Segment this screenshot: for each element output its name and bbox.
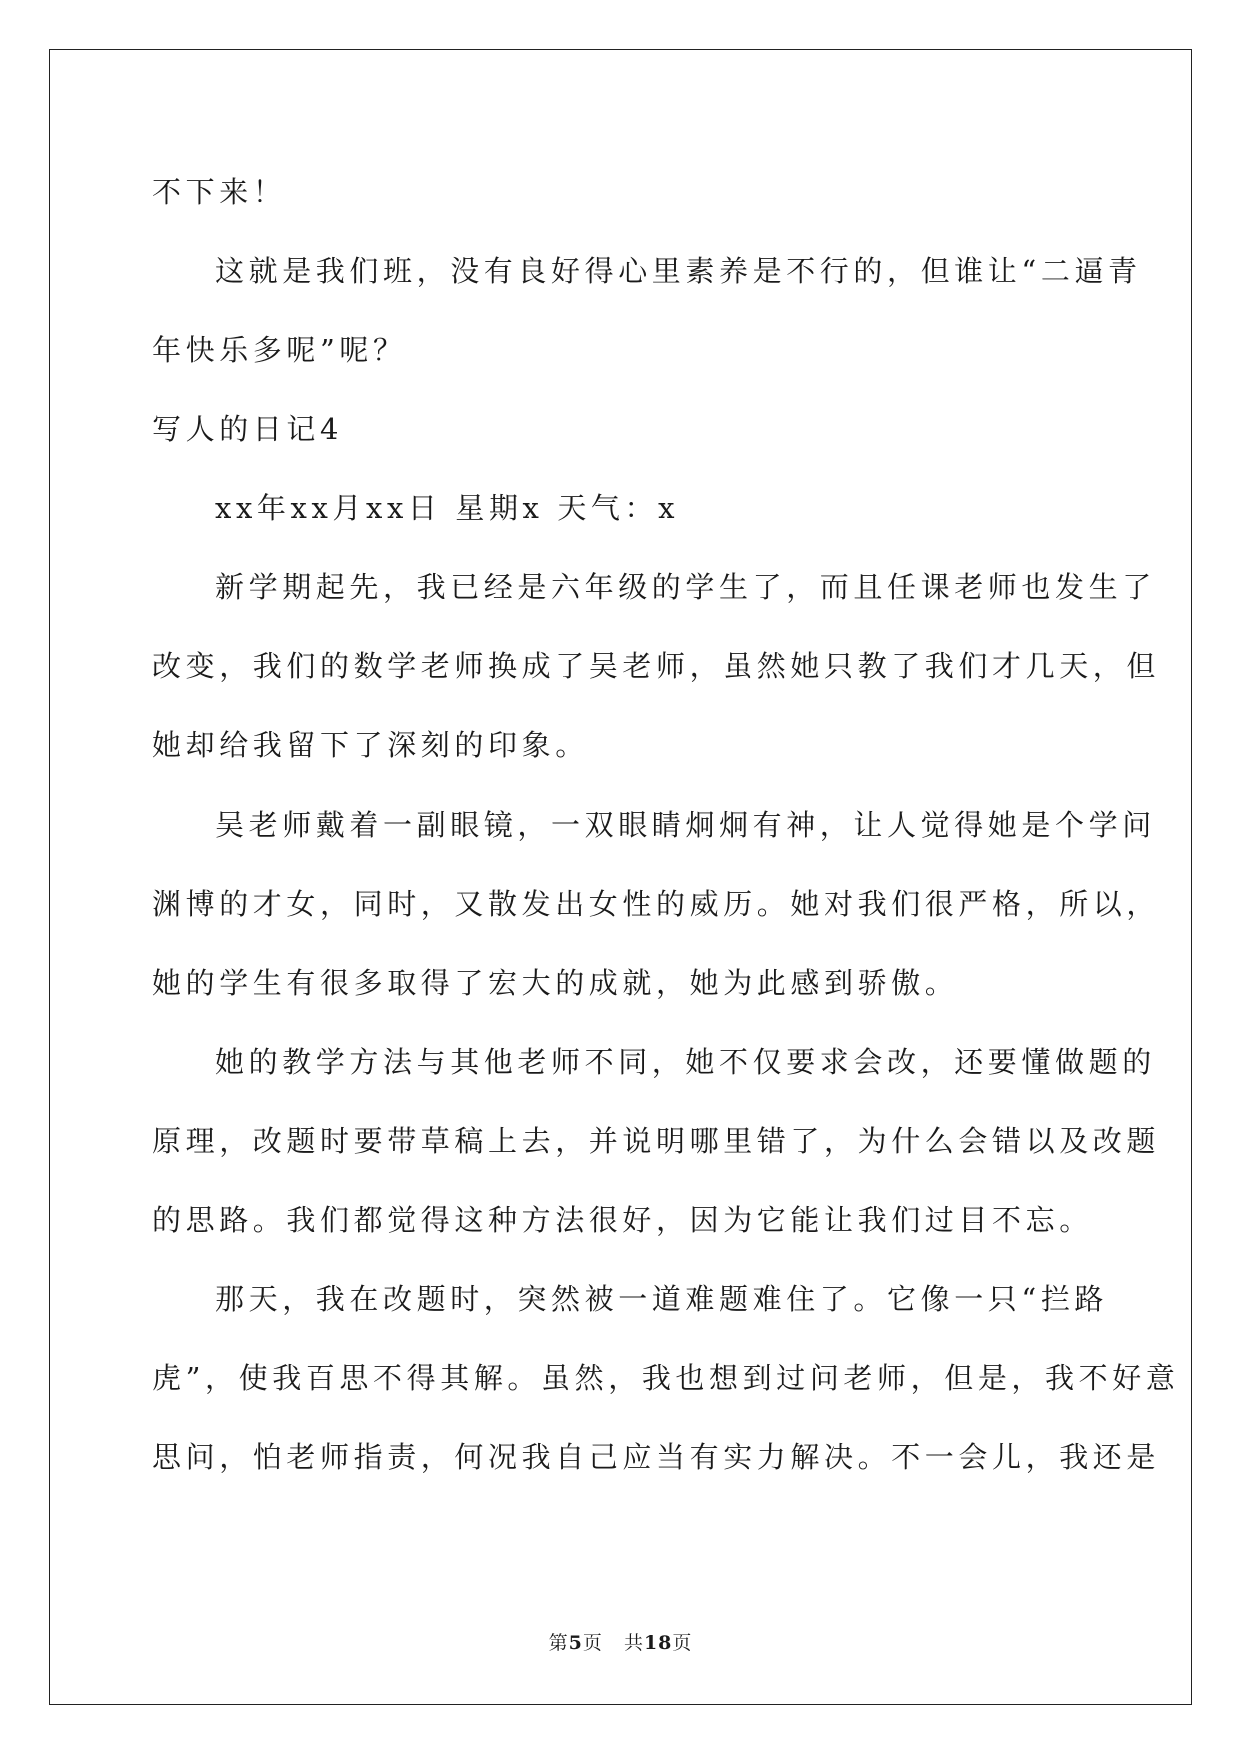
text-line: 虎”，使我百思不得其解。虽然，我也想到过问老师，但是，我不好意 xyxy=(152,1361,1180,1395)
text-line: 渊博的才女，同时，又散发出女性的威历。她对我们很严格，所以， xyxy=(152,887,1161,921)
text-line: 她的学生有很多取得了宏大的成就，她为此感到骄傲。 xyxy=(152,966,959,1000)
text-line: 的思路。我们都觉得这种方法很好，因为它能让我们过目不忘。 xyxy=(152,1203,1093,1237)
current-page-number: 5 xyxy=(568,1632,583,1654)
text-line: 改变，我们的数学老师换成了吴老师，虽然她只教了我们才几天，但 xyxy=(152,649,1161,683)
text-line: 原理，改题时要带草稿上去，并说明哪里错了，为什么会错以及改题 xyxy=(152,1124,1161,1158)
text-line: 那天，我在改题时，突然被一道难题难住了。它像一只“拦路 xyxy=(215,1282,1109,1316)
text-line: 思问，怕老师指责，何况我自己应当有实力解决。不一会儿，我还是 xyxy=(152,1440,1161,1474)
page-footer xyxy=(0,1628,1241,1655)
text-line: 她却给我留下了深刻的印象。 xyxy=(152,728,589,762)
footer-suffix: 页 xyxy=(672,1632,693,1654)
text-line: 这就是我们班，没有良好得心里素养是不行的，但谁让“二逼青 xyxy=(215,254,1142,288)
text-line: 她的教学方法与其他老师不同，她不仅要求会改，还要懂做题的 xyxy=(215,1045,1156,1079)
text-line: 不下来！ xyxy=(152,175,287,209)
footer-prefix: 第 xyxy=(548,1632,569,1654)
date-weather-line: xx年xx月xx日 星期x 天气：x xyxy=(215,491,680,525)
footer-middle: 页 共 xyxy=(582,1632,644,1654)
section-heading: 写人的日记4 xyxy=(152,412,344,446)
text-line: 新学期起先，我已经是六年级的学生了，而且任课老师也发生了 xyxy=(215,570,1156,604)
text-line: 吴老师戴着一副眼镜，一双眼睛炯炯有神，让人觉得她是个学问 xyxy=(215,808,1156,842)
text-line: 年快乐多呢”呢？ xyxy=(152,333,407,367)
total-page-number: 18 xyxy=(643,1632,673,1654)
